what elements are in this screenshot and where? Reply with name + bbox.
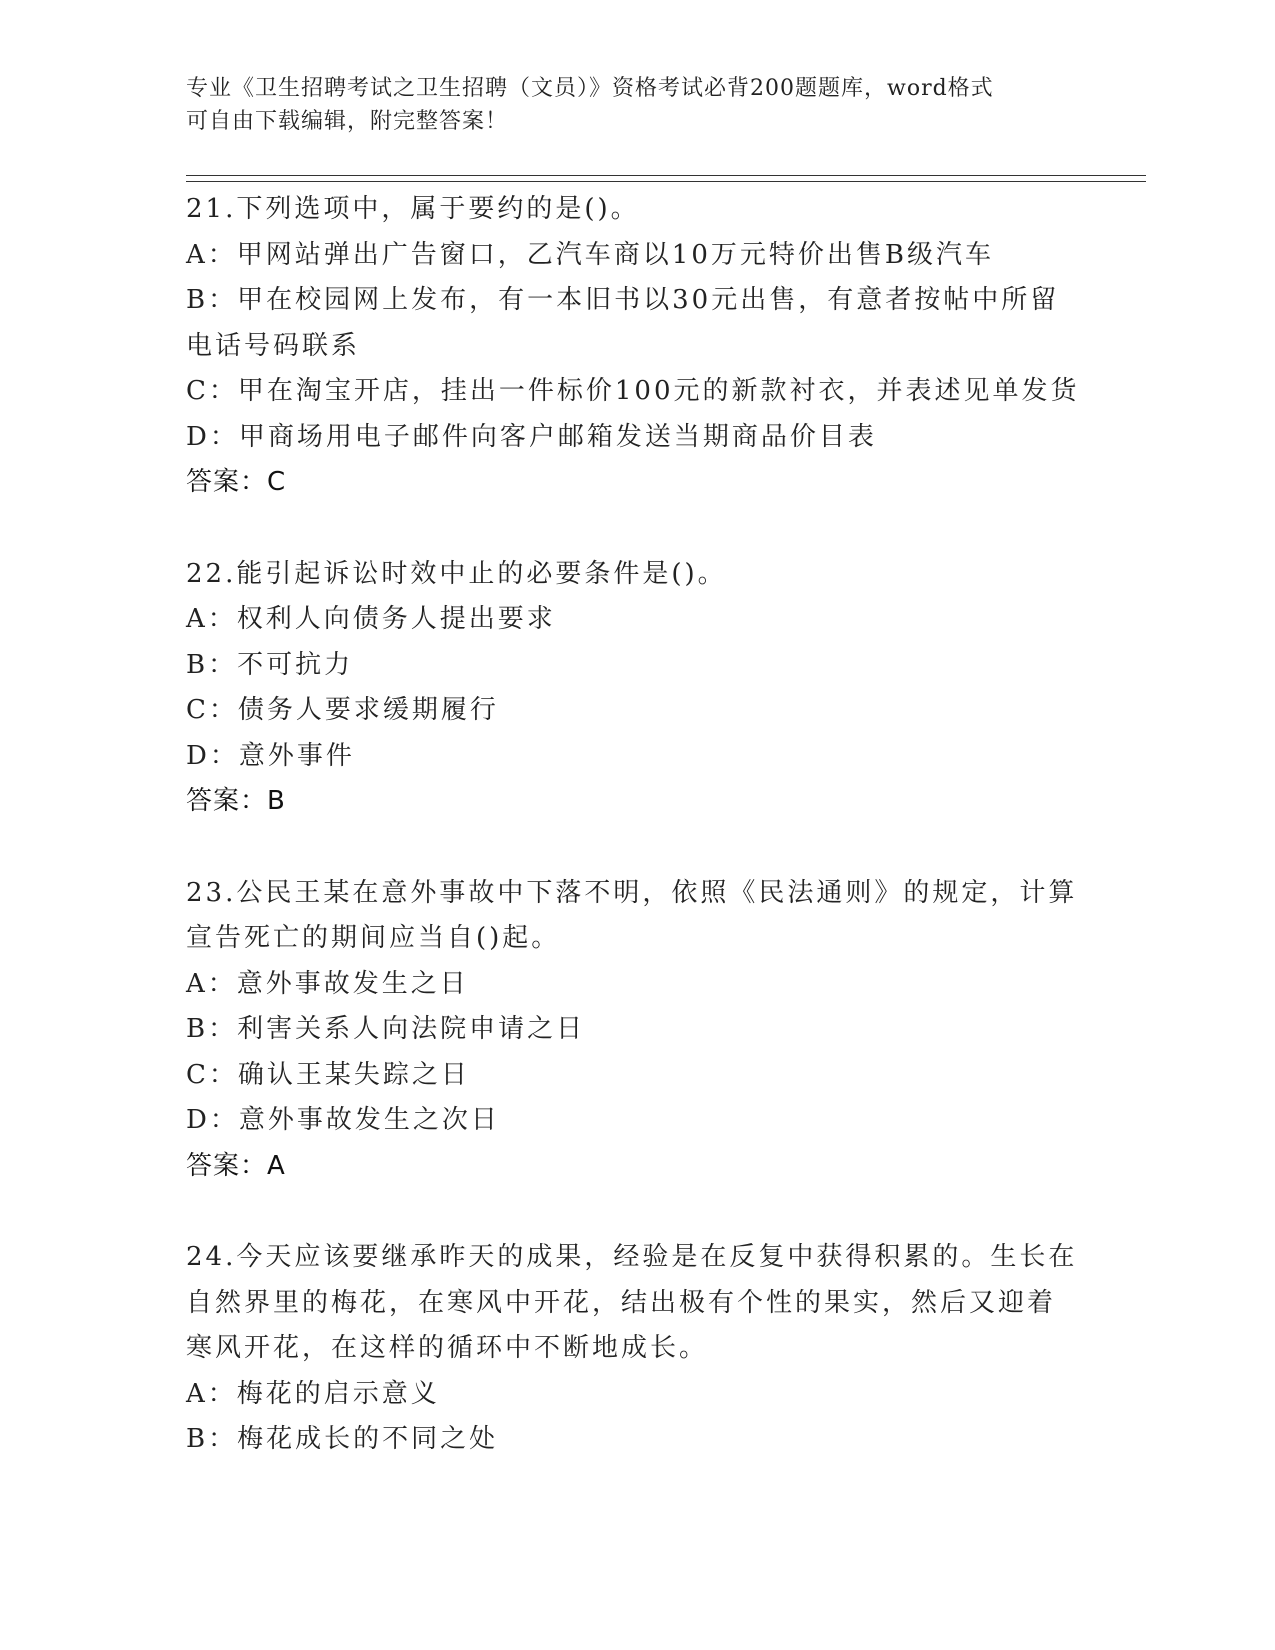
question-stem-line: 宣告死亡的期间应当自()起。 [186,923,561,953]
option-line: C：债务人要求缓期履行 [186,695,499,725]
option-line: B：梅花成长的不同之处 [186,1424,499,1454]
question-stem-line: 自然界里的梅花，在寒风中开花，结出极有个性的果实，然后又迎着 [186,1287,1057,1318]
document-header [186,72,1066,138]
option-line: B：不可抗力 [186,649,354,680]
header-divider-top [186,175,1146,176]
question-spacer [186,1189,1086,1235]
question-stem-line: 22.能引起诉讼时效中止的必要条件是()。 [186,558,727,589]
question-stem-line: 21.下列选项中，属于要约的是()。 [186,194,640,224]
question-block [186,552,1086,871]
question-spacer [186,825,1086,871]
option-line: A：权利人向债务人提出要求 [186,604,556,634]
option-line: C：甲在淘宝开店，挂出一件标价100元的新款衬衣，并表述见单发货 [186,376,1080,406]
header-line-1: 专业《卫生招聘考试之卫生招聘（文员）》资格考试必背200题题库，word格式 [186,76,994,101]
answer-line: 答案：C [186,467,287,497]
option-line: B：利害关系人向法院申请之日 [186,1014,586,1044]
option-line: C：确认王某失踪之日 [186,1059,470,1090]
answer-line: 答案：A [186,1150,286,1181]
option-line: 电话号码联系 [186,330,361,361]
header-line-2: 可自由下载编辑，附完整答案！ [186,109,509,134]
option-line: D：意外事件 [186,740,355,771]
question-stem-line: 23.公民王某在意外事故中下落不明，依照《民法通则》的规定，计算 [186,877,1078,908]
question-block [186,871,1086,1236]
question-stem-line: 24.今天应该要继承昨天的成果，经验是在反复中获得积累的。生长在 [186,1242,1078,1272]
question-block [186,187,1086,552]
option-line: D：意外事故发生之次日 [186,1105,500,1135]
option-line: A：梅花的启示意义 [186,1378,440,1409]
question-list [186,187,1086,1463]
header-divider-bottom [186,181,1146,182]
option-line: D：甲商场用电子邮件向客户邮箱发送当期商品价目表 [186,421,877,452]
question-block [186,1235,1086,1463]
option-line: B：甲在校园网上发布，有一本旧书以30元出售，有意者按帖中所留 [186,285,1060,315]
question-stem-line: 寒风开花，在这样的循环中不断地成长。 [186,1333,709,1363]
option-line: A：甲网站弹出广告窗口，乙汽车商以10万元特价出售B级汽车 [186,239,994,270]
answer-line: 答案：B [186,786,286,816]
option-line: A：意外事故发生之日 [186,968,469,999]
question-spacer [186,506,1086,552]
